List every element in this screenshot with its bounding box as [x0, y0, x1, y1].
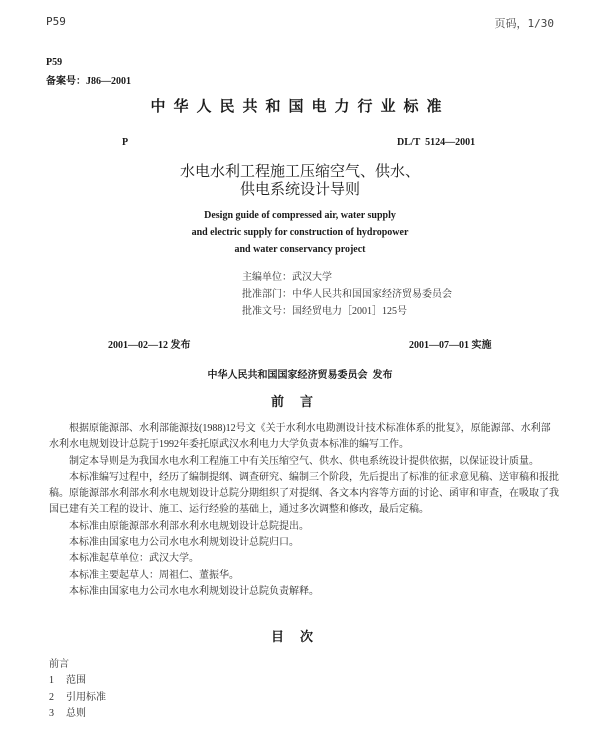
- standard-category-title: 中华人民共和国电力行业标准: [150, 97, 450, 115]
- page-indicator: 页码，1/30: [494, 17, 554, 30]
- title-en-line-3: and water conservancy project: [234, 244, 366, 255]
- meta-editor: [242, 268, 332, 283]
- foreword-statement: 本标准由原能源部水利部水利水电规划设计总院提出。: [69, 520, 309, 532]
- foreword-body: [49, 421, 559, 600]
- title-cn: [0, 162, 600, 198]
- toc-item-number: 3: [49, 707, 54, 719]
- page-header-code: P59: [46, 15, 66, 28]
- toc-item-scope[interactable]: [49, 673, 106, 689]
- toc-item-number: 2: [49, 691, 54, 703]
- meta-label: 批准文号：: [242, 306, 292, 317]
- issue-date: 2001—02—12 发布: [108, 340, 191, 351]
- toc-item-number: 1: [49, 675, 54, 687]
- toc-item-label: 引用标准: [66, 691, 106, 703]
- ref-code: P59: [46, 57, 63, 68]
- filing-number: 备案号：J86—2001: [46, 76, 131, 87]
- standard-number: DL/T 5124—2001: [397, 137, 476, 148]
- title-en-line-2: and electric supply for construction of hydropower: [191, 227, 409, 238]
- toc-item-general-provisions[interactable]: [49, 706, 106, 722]
- toc-title: 目次: [270, 630, 329, 645]
- meta-approver: [242, 285, 452, 300]
- foreword-statement: 本标准起草单位：武汉大学。: [69, 553, 199, 565]
- title-cn-line-1: 水电水利工程施工压缩空气、供水、: [179, 162, 420, 180]
- meta-label: 主编单位：: [242, 272, 292, 283]
- toc-list: [49, 657, 106, 722]
- foreword-paragraph: 制定本导则是为我国水电水利工程施工中有关压缩空气、供水、供电系统设计提供依据，以保证设计质量。: [69, 455, 539, 467]
- toc-item-normative-references[interactable]: [49, 690, 106, 706]
- toc-item-label: 总则: [66, 707, 86, 719]
- foreword-paragraph: 根据原能源部、水利部能源技(1988)12号文《关于水利水电勘测设计技术标准体系的批复》，原能源部、水利部水利水电规划设计总院于1992年委托原武汉水利电力大学负责本标准的编写工作。: [49, 423, 551, 451]
- foreword-statement: 本标准主要起草人：周祖仁、董振华。: [69, 569, 239, 581]
- foreword-statement: 本标准由国家电力公司水电水利规划设计总院负责解释。: [69, 585, 319, 597]
- title-en-line-1: Design guide of compressed air, water supply: [204, 210, 396, 221]
- toc-item-foreword[interactable]: [49, 657, 106, 673]
- meta-value: 中华人民共和国国家经济贸易委员会: [292, 289, 452, 300]
- toc-item-label: 范围: [66, 675, 86, 687]
- p-mark: P: [122, 137, 129, 148]
- meta-value: 国经贸电力［2001］125号: [292, 306, 407, 317]
- effective-date: 2001—07—01 实施: [409, 340, 492, 351]
- publisher: 中华人民共和国国家经济贸易委员会 发布: [207, 370, 393, 381]
- foreword-statement: 本标准由国家电力公司水电水利规划设计总院归口。: [69, 537, 299, 549]
- meta-value: 武汉大学: [292, 272, 332, 283]
- meta-label: 批准部门：: [242, 289, 292, 300]
- foreword-paragraph: 本标准编写过程中，经历了编制提纲、调查研究、编制三个阶段，先后提出了标准的征求意见稿、送审稿和报批稿。原能源部水利部水利水电规划设计总院分期组织了对提纲、各文本内容等方面的讨论、函审和审查，在吸取了我国已建有关工程的设计、施工、运行经验的基础上，通过多次调整和修改，最后定稿。: [49, 471, 559, 516]
- meta-approval-doc: [242, 302, 407, 317]
- foreword-title: 前言: [270, 395, 329, 410]
- title-cn-line-2: 供电系统设计导则: [239, 180, 360, 198]
- toc-item-label: 前言: [49, 659, 69, 670]
- title-en: [0, 207, 600, 258]
